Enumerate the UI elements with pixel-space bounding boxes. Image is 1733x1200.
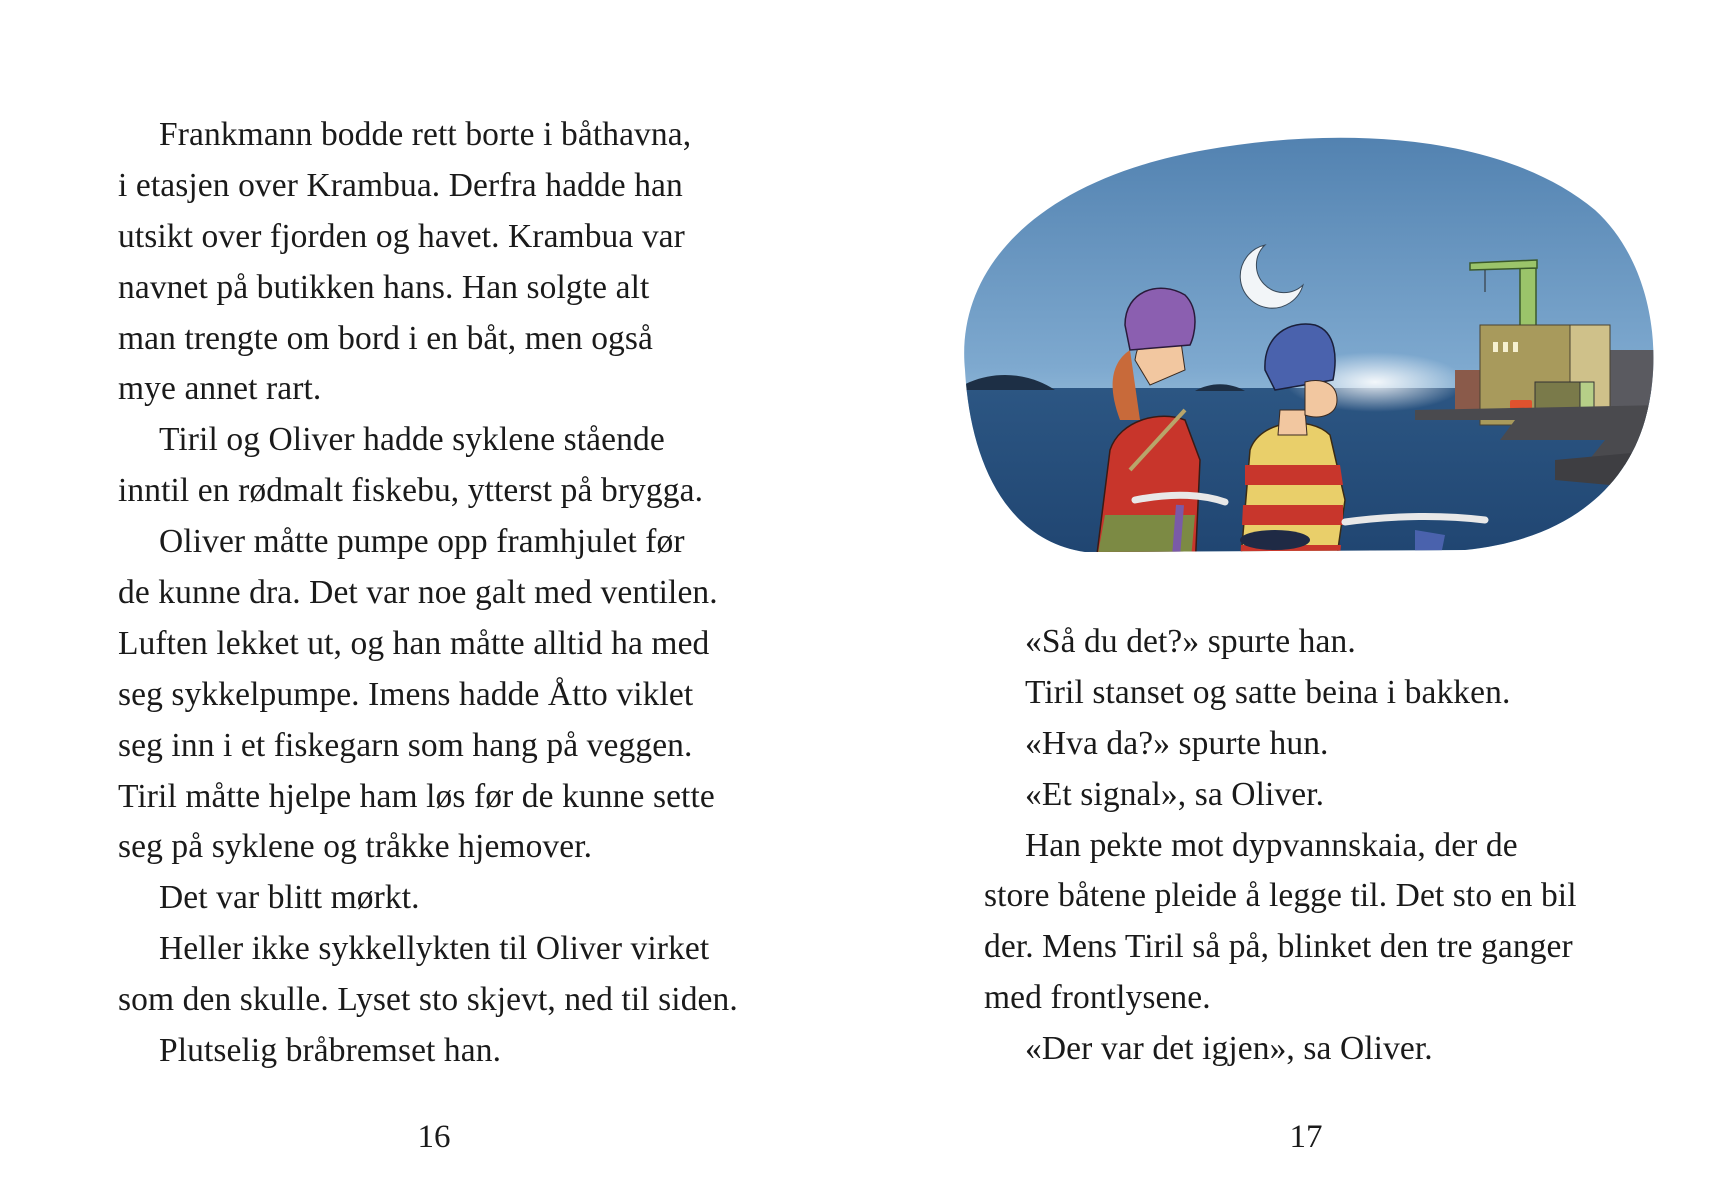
- text-line: navnet på butikken hans. Han solgte alt: [118, 268, 650, 306]
- text-line: de kunne dra. Det var noe galt med ventilen.: [118, 574, 718, 612]
- page-number-left: 16: [417, 1119, 451, 1155]
- text-line: Tiril måtte hjelpe ham løs før de kunne sette: [118, 777, 715, 815]
- text-line: Det var blitt mørkt.: [159, 879, 420, 917]
- text-line: store båtene pleide å legge til. Det sto en bil: [984, 877, 1577, 915]
- text-line: «Så du det?» spurte han.: [1025, 623, 1356, 660]
- text-line: «Der var det igjen», sa Oliver.: [1025, 1030, 1433, 1068]
- text-line: Plutselig bråbremset han.: [159, 1032, 502, 1070]
- harbour-night-illustration: [945, 120, 1665, 570]
- text-line: som den skulle. Lyset sto skjevt, ned til siden.: [118, 981, 738, 1019]
- text-line: «Hva da?» spurte hun.: [1025, 724, 1329, 762]
- right-page-body-text: [984, 617, 1614, 1075]
- text-line: man trengte om bord i en båt, men også: [118, 319, 654, 357]
- text-line: seg inn i et fiskegarn som hang på veggen.: [118, 726, 693, 764]
- text-line: Luften lekket ut, og han måtte alltid ha med: [118, 624, 710, 662]
- text-line: Tiril stanset og satte beina i bakken.: [1025, 673, 1511, 711]
- text-line: Tiril og Oliver hadde syklene stående: [159, 421, 665, 459]
- page-number-right: 17: [1289, 1119, 1323, 1155]
- text-line: mye annet rart.: [118, 370, 322, 408]
- text-line: utsikt over fjorden og havet. Krambua var: [118, 217, 685, 255]
- text-line: Han pekte mot dypvannskaia, der de: [1025, 826, 1518, 864]
- text-line: Frankmann bodde rett borte i båthavna,: [159, 116, 692, 153]
- text-line: seg sykkelpumpe. Imens hadde Åtto viklet: [118, 675, 694, 713]
- text-line: Oliver måtte pumpe opp framhjulet før: [159, 523, 685, 561]
- text-line: i etasjen over Krambua. Derfra hadde han: [118, 166, 683, 204]
- left-page-body-text: [118, 110, 758, 1077]
- text-line: seg på syklene og tråkke hjemover.: [118, 828, 593, 866]
- text-line: «Et signal», sa Oliver.: [1025, 775, 1325, 813]
- text-line: med frontlysene.: [984, 979, 1211, 1017]
- text-line: inntil en rødmalt fiskebu, ytterst på brygga.: [118, 472, 704, 510]
- text-line: Heller ikke sykkellykten til Oliver virket: [159, 930, 710, 968]
- text-line: der. Mens Tiril så på, blinket den tre ganger: [984, 928, 1573, 966]
